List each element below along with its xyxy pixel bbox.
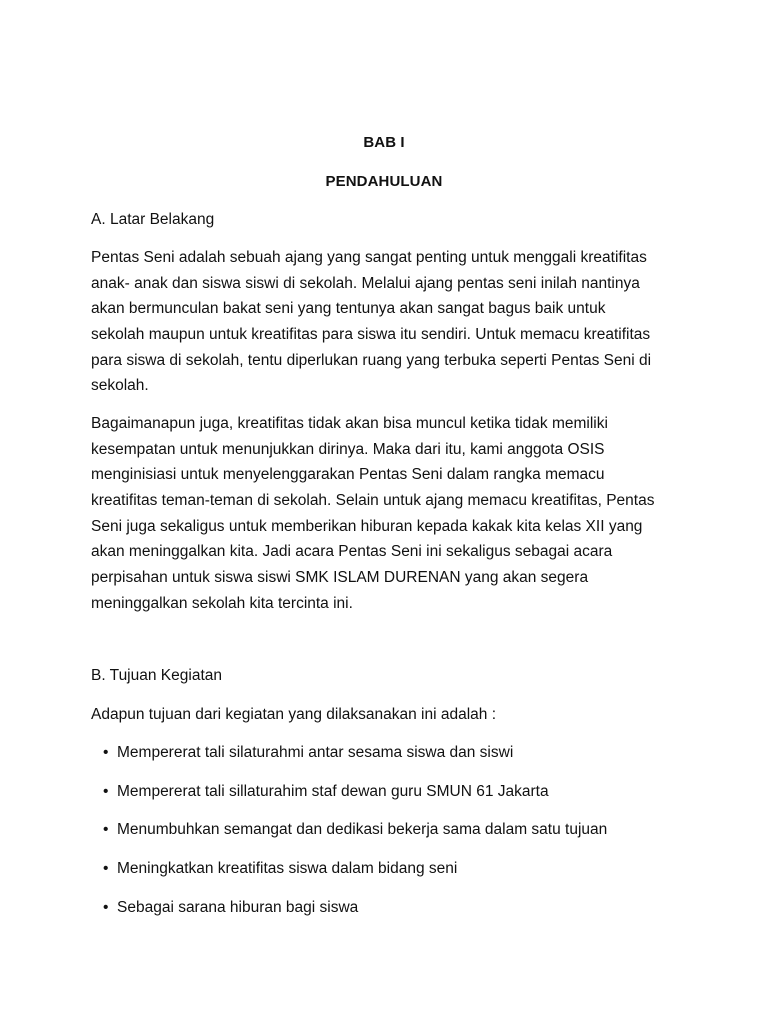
paragraph-line: Seni juga sekaligus untuk memberikan hiburan kepada kakak kita kelas XII yang <box>91 517 643 535</box>
bullet-icon: • <box>103 860 109 878</box>
paragraph-line: menginisiasi untuk menyelenggarakan Pentas Seni dalam rangka memacu <box>91 466 605 484</box>
list-item-text: Mempererat tali silaturahmi antar sesama siswa dan siswi <box>117 744 514 761</box>
paragraph-line: kreatifitas teman-teman di sekolah. Selain untuk ajang memacu kreatifitas, Pentas <box>91 492 655 510</box>
tujuan-list <box>103 744 607 937</box>
list-item <box>103 821 607 860</box>
list-item-text: Mempererat tali sillaturahim staf dewan guru SMUN 61 Jakarta <box>117 782 549 800</box>
paragraph-latar-belakang-1 <box>91 245 691 399</box>
paragraph-latar-belakang-2 <box>91 411 691 617</box>
tujuan-intro: Adapun tujuan dari kegiatan yang dilaksanakan ini adalah : <box>91 706 497 723</box>
paragraph-line: kesempatan untuk menunjukkan dirinya. Maka dari itu, kami anggota OSIS <box>91 440 605 458</box>
list-item <box>103 899 607 938</box>
paragraph-line: akan meninggalkan kita. Jadi acara Pentas Seni ini sekaligus sebagai acara <box>91 543 613 561</box>
paragraph-line: sekolah. <box>91 377 149 395</box>
list-item <box>103 860 607 899</box>
paragraph-line: anak- anak dan siswa siswi di sekolah. Melalui ajang pentas seni inilah nantinya <box>91 274 640 292</box>
paragraph-line: perpisahan untuk siswa siswi SMK ISLAM DURENAN yang akan segera <box>91 569 589 587</box>
paragraph-line: Pentas Seni adalah sebuah ajang yang sangat penting untuk menggali kreatifitas <box>91 249 647 266</box>
bullet-icon: • <box>103 744 109 761</box>
section-b-title: B. Tujuan Kegiatan <box>91 667 222 684</box>
paragraph-line: meninggalkan sekolah kita tercinta ini. <box>91 594 353 612</box>
bullet-icon: • <box>103 821 109 839</box>
bullet-icon: • <box>103 898 109 916</box>
paragraph-line: akan bermunculan bakat seni yang tentunya akan sangat bagus baik untuk <box>91 300 606 318</box>
paragraph-line: sekolah maupun untuk kreatifitas para siswa itu sendiri. Untuk memacu kreatifitas <box>91 326 651 344</box>
bullet-icon: • <box>103 782 109 800</box>
list-item <box>103 783 607 822</box>
list-item <box>103 744 607 783</box>
section-a-title: A. Latar Belakang <box>91 211 215 228</box>
paragraph-line: para siswa di sekolah, tentu diperlukan ruang yang terbuka seperti Pentas Seni di <box>91 351 652 369</box>
paragraph-line: Bagaimanapun juga, kreatifitas tidak akan bisa muncul ketika tidak memiliki <box>91 415 608 432</box>
list-item-text: Meningkatkan kreatifitas siswa dalam bidang seni <box>117 860 458 878</box>
list-item-text: Menumbuhkan semangat dan dedikasi bekerja sama dalam satu tujuan <box>117 821 608 839</box>
list-item-text: Sebagai sarana hiburan bagi siswa <box>117 898 359 916</box>
chapter-title: PENDAHULUAN <box>325 173 443 190</box>
chapter-heading: BAB I <box>363 134 405 151</box>
